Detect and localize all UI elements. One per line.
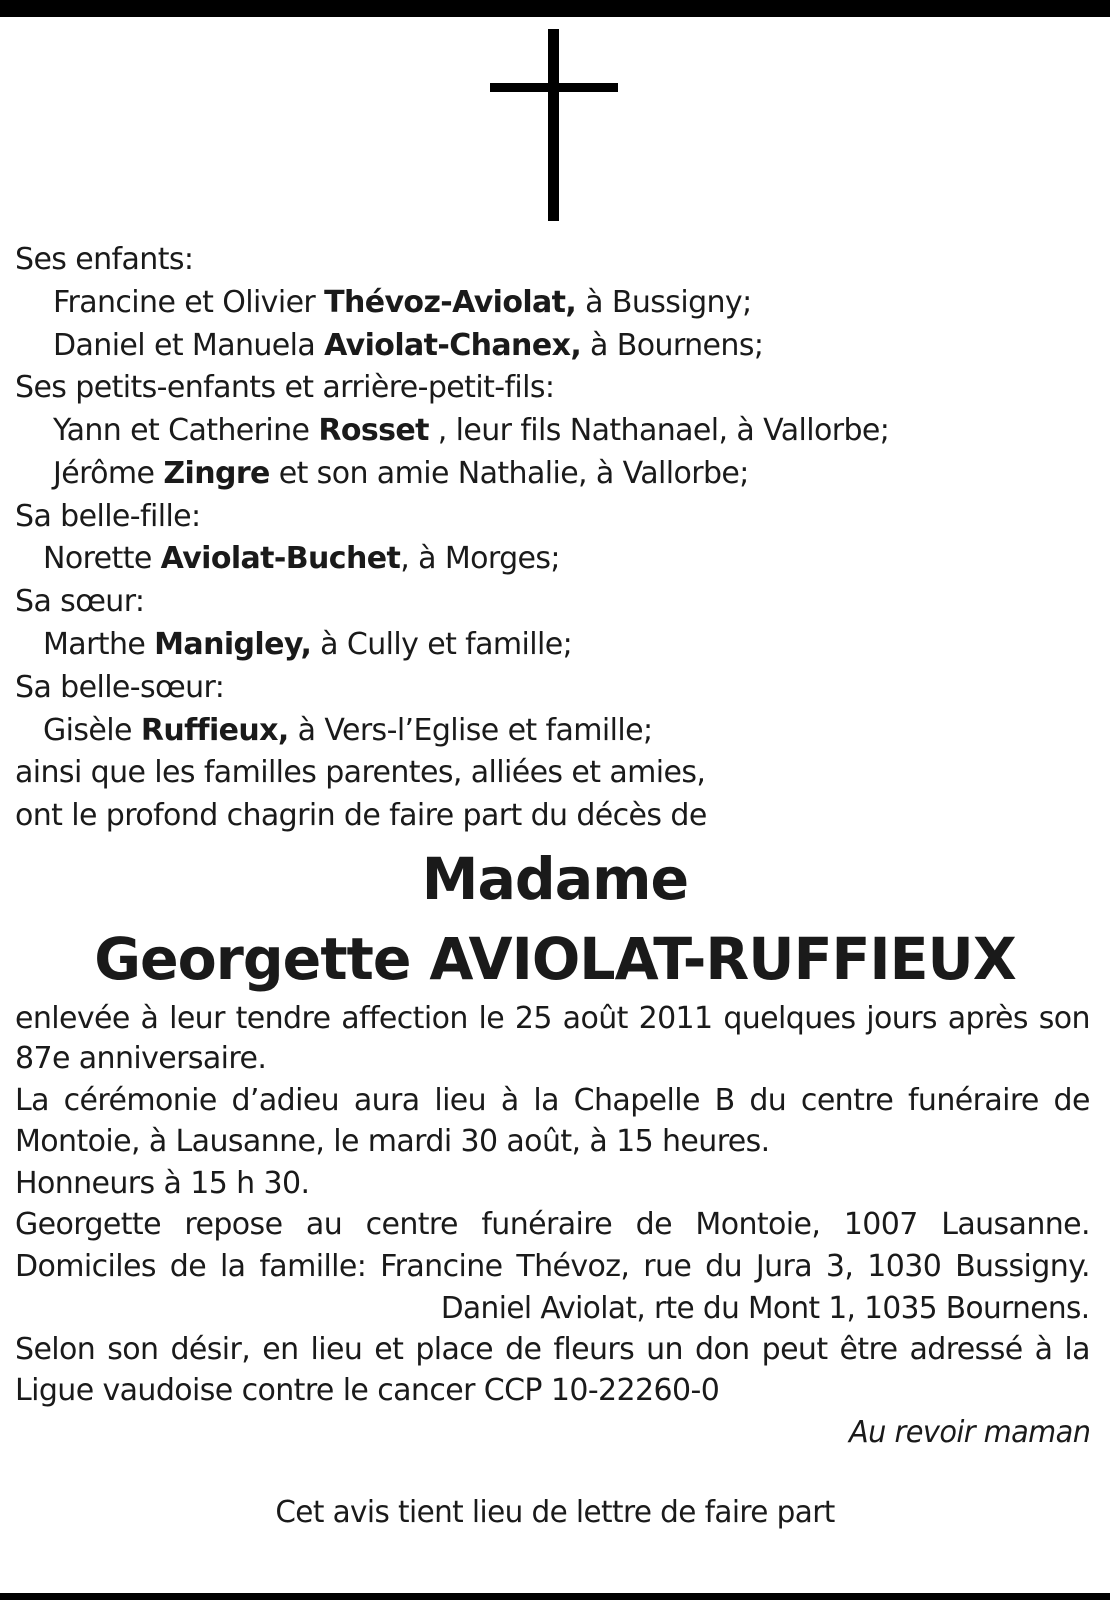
word: enlevée	[15, 1001, 130, 1036]
word: un	[646, 1332, 683, 1367]
word: quelques	[723, 1001, 856, 1036]
word: après	[947, 1001, 1028, 1036]
word: être	[839, 1332, 898, 1367]
word: don	[694, 1332, 750, 1367]
word: repose	[184, 1207, 283, 1242]
top-border	[0, 0, 1110, 17]
word: 2011	[638, 1001, 713, 1036]
rest-place-line	[15, 1207, 1090, 1243]
word: famille:	[259, 1249, 367, 1284]
word: Bussigny.	[955, 1249, 1090, 1284]
child-entry-2: Daniel et Manuela Aviolat-Chanex, à Bournens;	[53, 328, 764, 363]
word: août	[562, 1001, 628, 1036]
domicile-line-1	[15, 1249, 1090, 1285]
domicile-line-2: Daniel Aviolat, rte du Mont 1, 1035 Bournens.	[441, 1291, 1090, 1326]
donation-line-1	[15, 1332, 1090, 1368]
word: adressé	[909, 1332, 1023, 1367]
word: funéraire	[907, 1083, 1039, 1118]
word: la	[219, 1249, 246, 1284]
word: et	[374, 1332, 404, 1367]
word: Georgette	[15, 1207, 161, 1242]
word: leur	[169, 1001, 225, 1036]
word: Lausanne.	[941, 1207, 1090, 1242]
sister-in-law-heading: Sa belle-sœur:	[15, 670, 225, 705]
children-heading: Ses enfants:	[15, 242, 194, 277]
child-entry-1: Francine et Olivier Thévoz-Aviolat, à Bussigny;	[53, 285, 752, 320]
word: centre	[365, 1207, 458, 1242]
daughter-in-law-entry: Norette Aviolat-Buchet, à Morges;	[43, 541, 560, 576]
word: d’adieu	[231, 1083, 340, 1118]
word: son	[1038, 1001, 1090, 1036]
word: le	[478, 1001, 505, 1036]
word: aura	[353, 1083, 420, 1118]
word: à	[500, 1083, 519, 1118]
word: Chapelle	[573, 1083, 700, 1118]
word: La	[15, 1083, 49, 1118]
word: Jura	[755, 1249, 813, 1284]
word: 1030	[867, 1249, 942, 1284]
word: Thévoz,	[516, 1249, 630, 1284]
details-line-2: 87e anniversaire.	[15, 1041, 267, 1076]
word: à	[1034, 1332, 1053, 1367]
word: à	[140, 1001, 159, 1036]
word: du	[749, 1083, 787, 1118]
sister-entry: Marthe Manigley, à Cully et famille;	[43, 627, 573, 662]
word: cérémonie	[63, 1083, 217, 1118]
word: Domiciles	[15, 1249, 156, 1284]
families-line: ainsi que les familles parentes, alliées et amies,	[15, 755, 706, 790]
word: son	[107, 1332, 159, 1367]
cross-icon	[490, 29, 618, 221]
word: au	[305, 1207, 343, 1242]
grandchildren-heading: Ses petits-enfants et arrière-petit-fils:	[15, 370, 555, 405]
word: Francine	[380, 1249, 503, 1284]
deceased-title: Madame	[421, 845, 689, 913]
word: Selon	[15, 1332, 96, 1367]
deceased-name: Georgette AVIOLAT-RUFFIEUX	[94, 925, 1016, 993]
word: peut	[761, 1332, 828, 1367]
honors-line: Honneurs à 15 h 30.	[15, 1166, 310, 1201]
word: centre	[800, 1083, 894, 1118]
word: B	[714, 1083, 735, 1118]
word: de	[169, 1249, 207, 1284]
word: de	[505, 1332, 542, 1367]
sister-heading: Sa sœur:	[15, 584, 145, 619]
ceremony-line-1	[15, 1083, 1090, 1119]
footer-note: Cet avis tient lieu de lettre de faire part	[275, 1495, 835, 1530]
announcement-line: ont le profond chagrin de faire part du décès de	[15, 798, 707, 833]
word: désir,	[170, 1332, 251, 1367]
word: affection	[341, 1001, 468, 1036]
bottom-border	[0, 1593, 1110, 1600]
word: 1007	[843, 1207, 918, 1242]
word: 3,	[825, 1249, 854, 1284]
word: fleurs	[553, 1332, 635, 1367]
word: la	[1064, 1332, 1090, 1367]
sister-in-law-entry: Gisèle Ruffieux, à Vers-l’Eglise et famille;	[43, 713, 653, 748]
word: funéraire	[481, 1207, 613, 1242]
details-line-1	[15, 1001, 1090, 1037]
farewell-line: Au revoir maman	[848, 1415, 1090, 1450]
word: en	[262, 1332, 299, 1367]
word: de	[1053, 1083, 1090, 1118]
word: tendre	[235, 1001, 331, 1036]
word: 25	[514, 1001, 552, 1036]
grandchild-entry-1: Yann et Catherine Rosset , leur fils Nathanael, à Vallorbe;	[53, 413, 890, 448]
word: Montoie,	[695, 1207, 821, 1242]
word: de	[635, 1207, 672, 1242]
grandchild-entry-2: Jérôme Zingre et son amie Nathalie, à Vallorbe;	[53, 456, 749, 491]
donation-line-2: Ligue vaudoise contre le cancer CCP 10-22260-0	[15, 1373, 720, 1408]
ceremony-line-2: Montoie, à Lausanne, le mardi 30 août, à 15 heures.	[15, 1124, 770, 1159]
daughter-in-law-heading: Sa belle-fille:	[15, 499, 201, 534]
word: la	[533, 1083, 559, 1118]
word: rue	[643, 1249, 692, 1284]
word: lieu	[310, 1332, 363, 1367]
word: du	[705, 1249, 742, 1284]
word: place	[415, 1332, 494, 1367]
word: lieu	[434, 1083, 487, 1118]
word: jours	[866, 1001, 937, 1036]
